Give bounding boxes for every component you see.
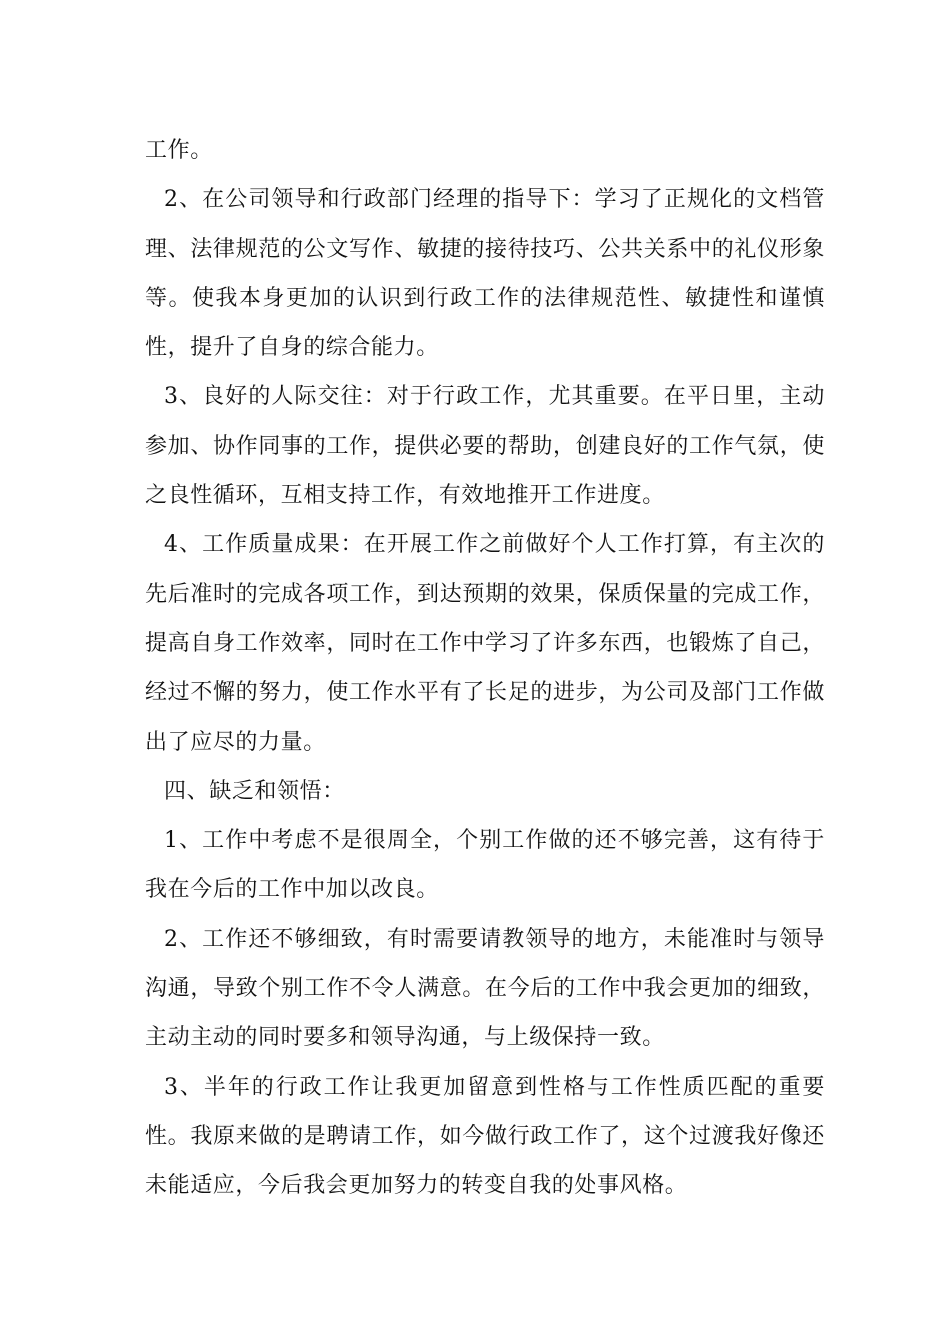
paragraph-item-4-quality: 4、工作质量成果：在开展工作之前做好个人工作打算，有主次的先后准时的完成各项工作，到达预期的效果，保质保量的完成工作，提高自身工作效率，同时在工作中学习了许多东西，也锻炼了自己，经过不懈的努力，使工作水平有了长足的进步，为公司及部门工作做出了应尽的力量。 (145, 532, 825, 755)
section-heading-shortcomings: 四、缺乏和领悟： (164, 778, 345, 804)
paragraph-shortcoming-1: 1、工作中考虑不是很周全，个别工作做的还不够完善，这有待于我在今后的工作中加以改良。 (145, 828, 825, 903)
paragraph-item-2-guidance: 2、在公司领导和行政部门经理的指导下：学习了正规化的文档管理、法律规范的公文写作、敏捷的接待技巧、公共关系中的礼仪形象等。使我本身更加的认识到行政工作的法律规范性、敏捷性和谨慎性，提升了自身的综合能力。 (145, 187, 825, 361)
paragraph-shortcoming-3: 3、半年的行政工作让我更加留意到性格与工作性质匹配的重要性。我原来做的是聘请工作，如今做行政工作了，这个过渡我好像还未能适应，今后我会更加努力的转变自我的处事风格。 (145, 1074, 825, 1199)
document-body (145, 126, 825, 1211)
paragraph-continuation: 工作。 (145, 138, 213, 163)
paragraph-item-3-interpersonal: 3、良好的人际交往：对于行政工作，尤其重要。在平日里，主动参加、协作同事的工作，提供必要的帮助，创建良好的工作气氛，使之良性循环，互相支持工作，有效地推开工作进度。 (145, 384, 825, 509)
paragraph-shortcoming-2: 2、工作还不够细致，有时需要请教领导的地方，未能准时与领导沟通，导致个别工作不令人满意。在今后的工作中我会更加的细致，主动主动的同时要多和领导沟通，与上级保持一致。 (145, 926, 825, 1051)
